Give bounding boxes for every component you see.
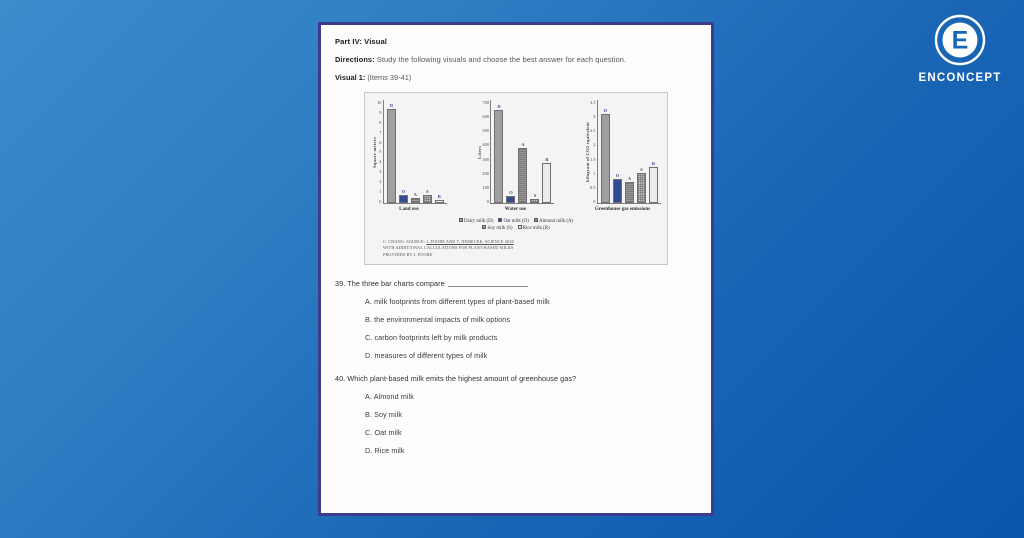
answer-choice[interactable]: C. carbon footprints left by milk products [365,332,498,342]
y-tick-label: 600 [482,114,489,120]
brand-name: ENCONCEPT [918,72,1002,84]
question-list [335,279,697,455]
bar-slot [423,100,432,203]
chart-legend [369,218,663,232]
y-tick-label: 100 [482,184,489,190]
y-tick-label: 300 [482,156,489,162]
y-tick-label: 3 [593,114,596,120]
answer-choice[interactable]: B. the environmental impacts of milk options [365,314,511,324]
bar-value-label: S [640,167,643,173]
bar-value-label: O [509,189,513,195]
bar-value-label: S [426,188,429,194]
bar-d [601,107,610,203]
panel-caption: Greenhouse gas emissions [594,207,651,212]
bar-s [530,193,539,203]
y-tick-label: 0 [593,198,596,204]
bar-value-label: R [437,193,441,199]
y-tick-label: 5 [379,149,382,155]
y-tick-label: 2 [593,142,596,148]
y-tick-label: 2.5 [589,128,596,134]
directions-line [335,55,697,64]
legend-label: Rice milk (R) [522,225,550,231]
y-tick-label: 3.5 [589,100,596,105]
bar-slot [387,100,396,203]
legend-swatch-icon [518,225,522,229]
y-tick-label: 0 [486,198,489,204]
y-axis-label: Liters [477,145,483,159]
bar-slot [411,100,420,203]
answer-choice[interactable]: C. Oat milk [365,427,402,437]
panel-plot-area [371,100,447,204]
question-text: The three bar charts compare [347,278,445,288]
answer-choice[interactable]: B. Soy milk [365,409,403,419]
legend-row [369,218,663,225]
bar-r [542,156,551,203]
y-axis-label: kilogram of CO2 equivalent [584,122,590,182]
document-page [318,22,714,516]
bar-a [625,176,634,203]
answer-choice[interactable]: D. Rice milk [365,445,405,455]
bars-container [383,100,447,204]
visual-label-line [335,73,697,82]
bar-slot [637,100,646,203]
y-tick-label: 1 [379,189,382,195]
legend-item-d [459,219,494,224]
legend-swatch-icon [459,218,463,222]
bar-value-label: D [389,103,393,109]
y-axis-label: Square meters [372,136,377,168]
bar-value-label: S [533,193,537,198]
bar-value-label: O [401,188,406,194]
y-tick-label: 4 [379,159,382,165]
legend-row [369,225,663,232]
y-tick-label: 500 [482,128,489,134]
y-tick-label: 1.5 [589,156,596,162]
chart-source-credit [383,239,663,258]
y-tick-label: 6 [379,139,382,145]
bar-value-label: A [413,191,417,197]
answer-choice[interactable]: A. Almond milk [365,391,414,401]
bar-slot [542,100,551,203]
bar-value-label: A [627,176,632,182]
y-tick-label: 1 [593,170,596,176]
bar-slot [530,100,539,203]
brand-logo [914,14,1006,84]
y-tick-label: 7 [379,129,382,135]
bar-value-label: R [651,161,656,167]
question-number: 40. [335,373,348,383]
panel-caption: Water use [504,207,527,212]
panel-plot-area [476,100,554,204]
chart-panel [584,100,661,213]
legend-swatch-icon [498,218,502,222]
legend-label: Almond milk (A) [538,218,574,224]
bar-d [387,103,396,203]
bar-slot [518,100,527,203]
bar-a [518,141,527,203]
panel-plot-area [584,100,661,204]
bar-o [399,188,408,203]
bar-r [435,193,444,203]
chart-figure [364,92,668,265]
bar-value-label: A [521,141,525,147]
question-block [335,279,697,360]
y-tick-label: 10 [377,100,382,105]
y-tick-label: 9 [379,109,382,115]
y-tick-label: 700 [482,100,489,105]
bar-slot [625,100,634,203]
chart-panel [476,100,554,213]
bar-slot [601,100,610,203]
bar-value-label: D [497,103,501,109]
question-number: 39. [335,278,348,288]
directions-text: Study the following visuals and choose the best answer for each question. [374,55,627,64]
legend-label: Oat milk (O) [503,218,529,224]
legend-label: Dairy milk (D) [463,218,494,224]
bars-container [597,100,661,204]
source-line: WITH ADDITIONAL CALCULATIONS FOR PLANT-BASED MILKS [383,245,514,251]
question-stem [335,279,697,288]
svg-text:E: E [951,26,969,55]
circle-e-logo-icon [934,14,986,66]
bar-s [423,188,432,203]
y-tick-label: 2 [379,179,382,185]
bar-d [494,103,503,203]
bar-value-label: D [603,107,608,113]
bar-s [637,167,646,203]
answer-choice[interactable]: D. measures of different types of milk [365,350,488,360]
y-axis-ticks [482,100,490,204]
bar-a [411,191,420,203]
bar-slot [435,100,444,203]
legend-swatch-icon [482,225,486,229]
bar-value-label: O [615,173,620,179]
y-tick-label: 400 [482,142,489,148]
question-block [335,374,697,455]
bar-value-label: R [545,156,549,162]
y-tick-label: 8 [379,119,382,125]
legend-item-s [482,226,512,231]
y-tick-label: 3 [379,169,382,175]
bars-container [490,100,554,204]
panel-caption: Land use [399,207,419,212]
question-stem [335,374,697,383]
legend-label: Soy milk (S) [487,225,513,231]
y-tick-label: 0 [379,198,382,204]
answer-choice[interactable]: A. milk footprints from different types of plant-based milk [365,296,550,306]
legend-item-r [518,226,550,231]
bar-o [506,189,515,203]
bar-slot [506,100,515,203]
directions-label: Directions: [335,55,375,64]
answer-blank[interactable] [448,286,528,287]
bar-slot [399,100,408,203]
bar-r [649,161,658,203]
bar-slot [494,100,503,203]
y-tick-label: 0.5 [589,184,596,190]
chart-panels [369,98,663,213]
bar-slot [649,100,658,203]
bar-o [613,173,622,203]
source-line: C. CHANG. SOURCE: J. POORE AND T. NEMECEK, SCIENCE 2018 [383,238,514,244]
legend-swatch-icon [534,218,538,222]
visual-label: Visual 1: [335,73,366,82]
bar-slot [613,100,622,203]
page-title: Part IV: Visual [335,37,388,46]
source-line: PROVIDED BY J. POORE [383,251,433,257]
y-tick-label: 200 [482,170,489,176]
visual-items-range: (Items 39-41) [365,73,412,82]
legend-item-o [498,219,528,224]
y-axis-ticks [590,100,597,204]
chart-panel [371,100,447,213]
legend-item-a [534,219,573,224]
question-text: Which plant-based milk emits the highest amount of greenhouse gas? [347,373,577,383]
